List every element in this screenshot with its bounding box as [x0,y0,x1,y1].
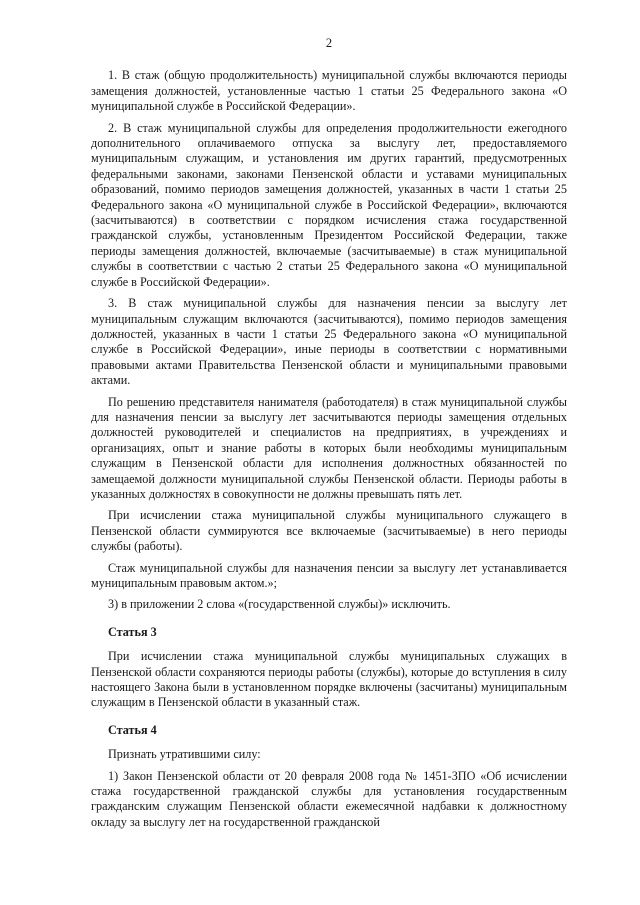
article-4-intro: Признать утратившими силу: [108,747,261,762]
paragraph-2: 2. В стаж муниципальной службы для определения продолжительности ежегодного дополнительного оплачиваемого отпуска за выслугу лет, предоставляемого муниципальным служащим, и установления им других гарантий, предусмотренных федеральными законами, законами Пензенской области и уставами муниципальных образований, помимо периодов замещения должностей, указанных в части 1 статьи 25 Федерального закона «О муниципальной службе в Российской Федерации», включаются (засчитываются) в соответствии с порядком исчисления стажа государственной гражданской службы, установленным Президентом Российской Федерации, также периоды замещения должностей, включаемые (засчитываемые) в стаж муниципальной службы в соответствии с частью 2 статьи 25 Федерального закона «О муниципальной службе в Российской Федерации». [91,120,567,289]
paragraph-5: При исчислении стажа муниципальной службы муниципального служащего в Пензенской области суммируются все включаемые (засчитываемые) в него периоды службы (работы). [91,508,567,554]
article-3-text: При исчислении стажа муниципальной службы муниципальных служащих в Пензенской области сохраняются периоды работы (службы), которые до вступления в силу настоящего Закона были в установленном порядке включены (засчитаны) муниципальным служащим в Пензенской области в указанный стаж. [91,649,567,710]
article-4-heading: Статья 4 [108,722,157,737]
article-3-heading: Статья 3 [108,624,157,639]
article-4-item-1: 1) Закон Пензенской области от 20 февраля 2008 года № 1451-ЗПО «Об исчислении стажа государственной гражданской службы для установления государственным гражданским служащим Пензенской области ежемесячной надбавки к должностному окладу за выслугу лет на государственной гражданской [91,768,567,829]
document-page [91,36,567,836]
page-number: 2 [325,36,333,50]
paragraph-7: 3) в приложении 2 слова «(государственной службы)» исключить. [108,597,451,612]
paragraph-1: 1. В стаж (общую продолжительность) муниципальной службы включаются периоды замещения должностей, установленные частью 1 статьи 25 Федерального закона «О муниципальной службе в Российской Федерации». [91,68,567,114]
paragraph-4: По решению представителя нанимателя (работодателя) в стаж муниципальной службы для назначения пенсии за выслугу лет засчитываются периоды замещения отдельных должностей руководителей и специалистов на предприятиях, в учреждениях и организациях, опыт и знание работы в которых были необходимы муниципальным служащим в Пензенской области для исполнения должностных обязанностей по замещаемой должности муниципальной службы Пензенской области. Периоды работы в указанных должностях в совокупности не должны превышать пять лет. [91,394,567,501]
paragraph-6: Стаж муниципальной службы для назначения пенсии за выслугу лет устанавливается муниципальным правовым актом.»; [91,560,567,590]
paragraph-3: 3. В стаж муниципальной службы для назначения пенсии за выслугу лет муниципальным служащим включаются (засчитываются), помимо периодов замещения должностей, указанных в части 1 статьи 25 Федерального закона «О муниципальной службе в Российской Федерации», иные периоды в соответствии с нормативными правовыми актами Правительства Пензенской области и муниципальными правовыми актами. [91,296,567,388]
